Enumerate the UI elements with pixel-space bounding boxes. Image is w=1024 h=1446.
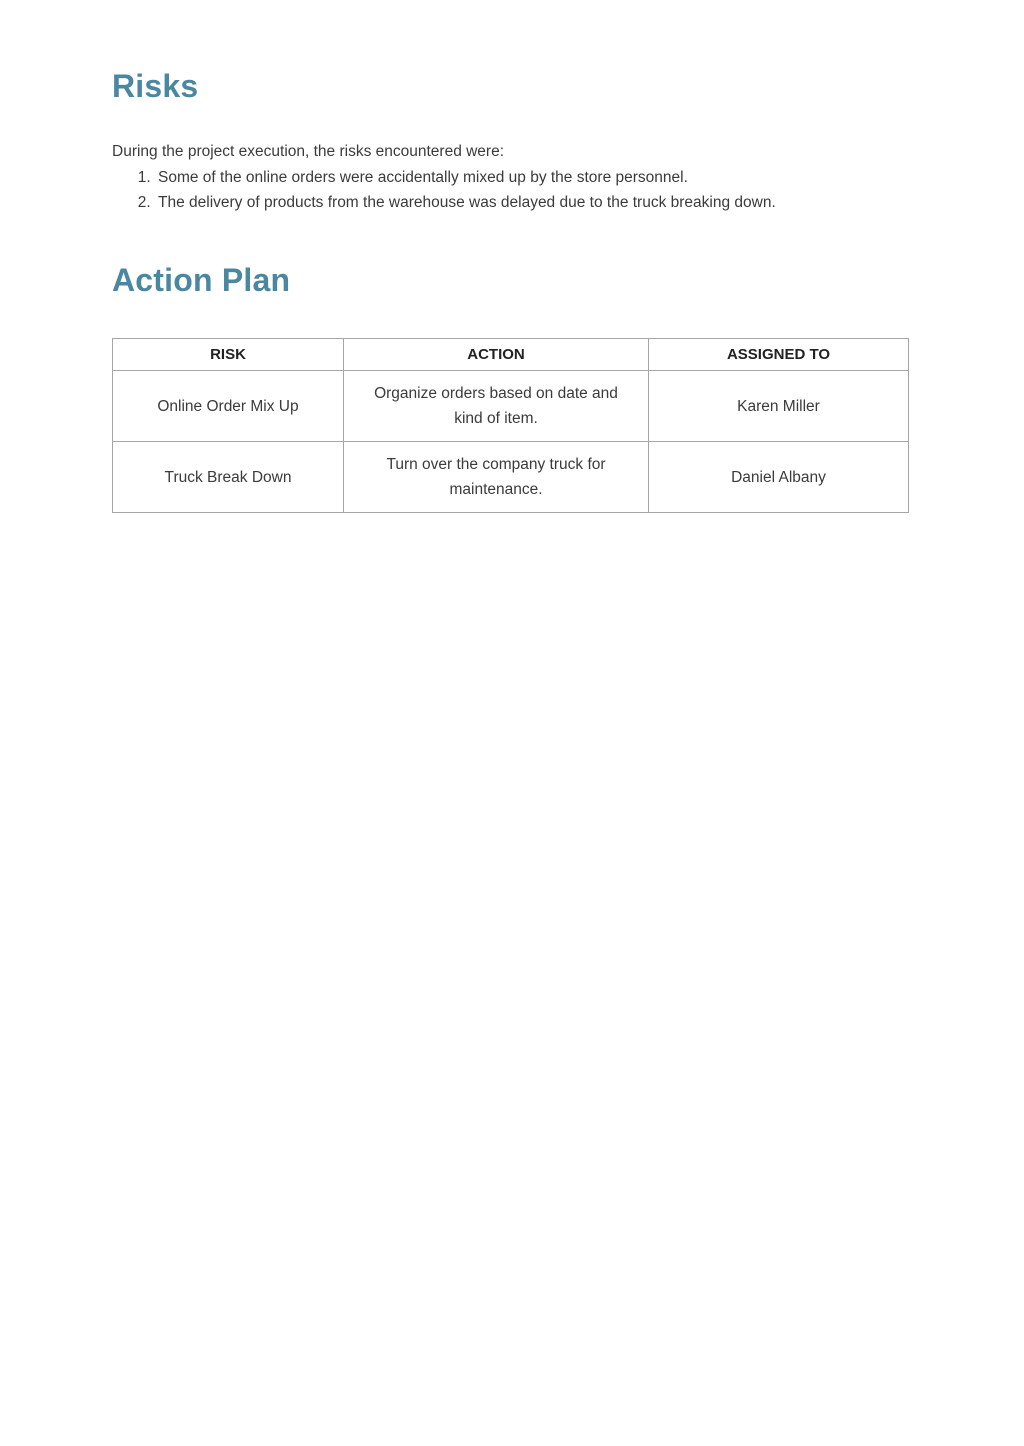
cell-assigned-to: Daniel Albany: [649, 442, 909, 513]
risk-list-item: 1. Some of the online orders were accidentally mixed up by the store personnel.: [155, 165, 908, 191]
cell-risk: Online Order Mix Up: [113, 371, 344, 442]
column-header-assigned-to: ASSIGNED TO: [649, 339, 909, 371]
cell-risk: Truck Break Down: [113, 442, 344, 513]
column-header-risk: RISK: [113, 339, 344, 371]
table-row: [113, 371, 909, 442]
document-page: [112, 0, 908, 513]
cell-action: Turn over the company truck for maintenance.: [344, 442, 649, 513]
cell-assigned-to: Karen Miller: [649, 371, 909, 442]
cell-action: Organize orders based on date and kind of item.: [344, 371, 649, 442]
action-plan-section-heading: Action Plan: [112, 261, 291, 298]
action-plan-table: [112, 338, 909, 513]
risks-numbered-list: [112, 165, 908, 216]
risks-section-heading: Risks: [112, 68, 199, 104]
table-row: [113, 442, 909, 513]
table-header-row: [113, 339, 909, 371]
column-header-action: ACTION: [344, 339, 649, 371]
risk-list-item: 2. The delivery of products from the warehouse was delayed due to the truck breaking down.: [155, 190, 908, 216]
risks-intro-paragraph: During the project execution, the risks encountered were:: [112, 142, 505, 160]
